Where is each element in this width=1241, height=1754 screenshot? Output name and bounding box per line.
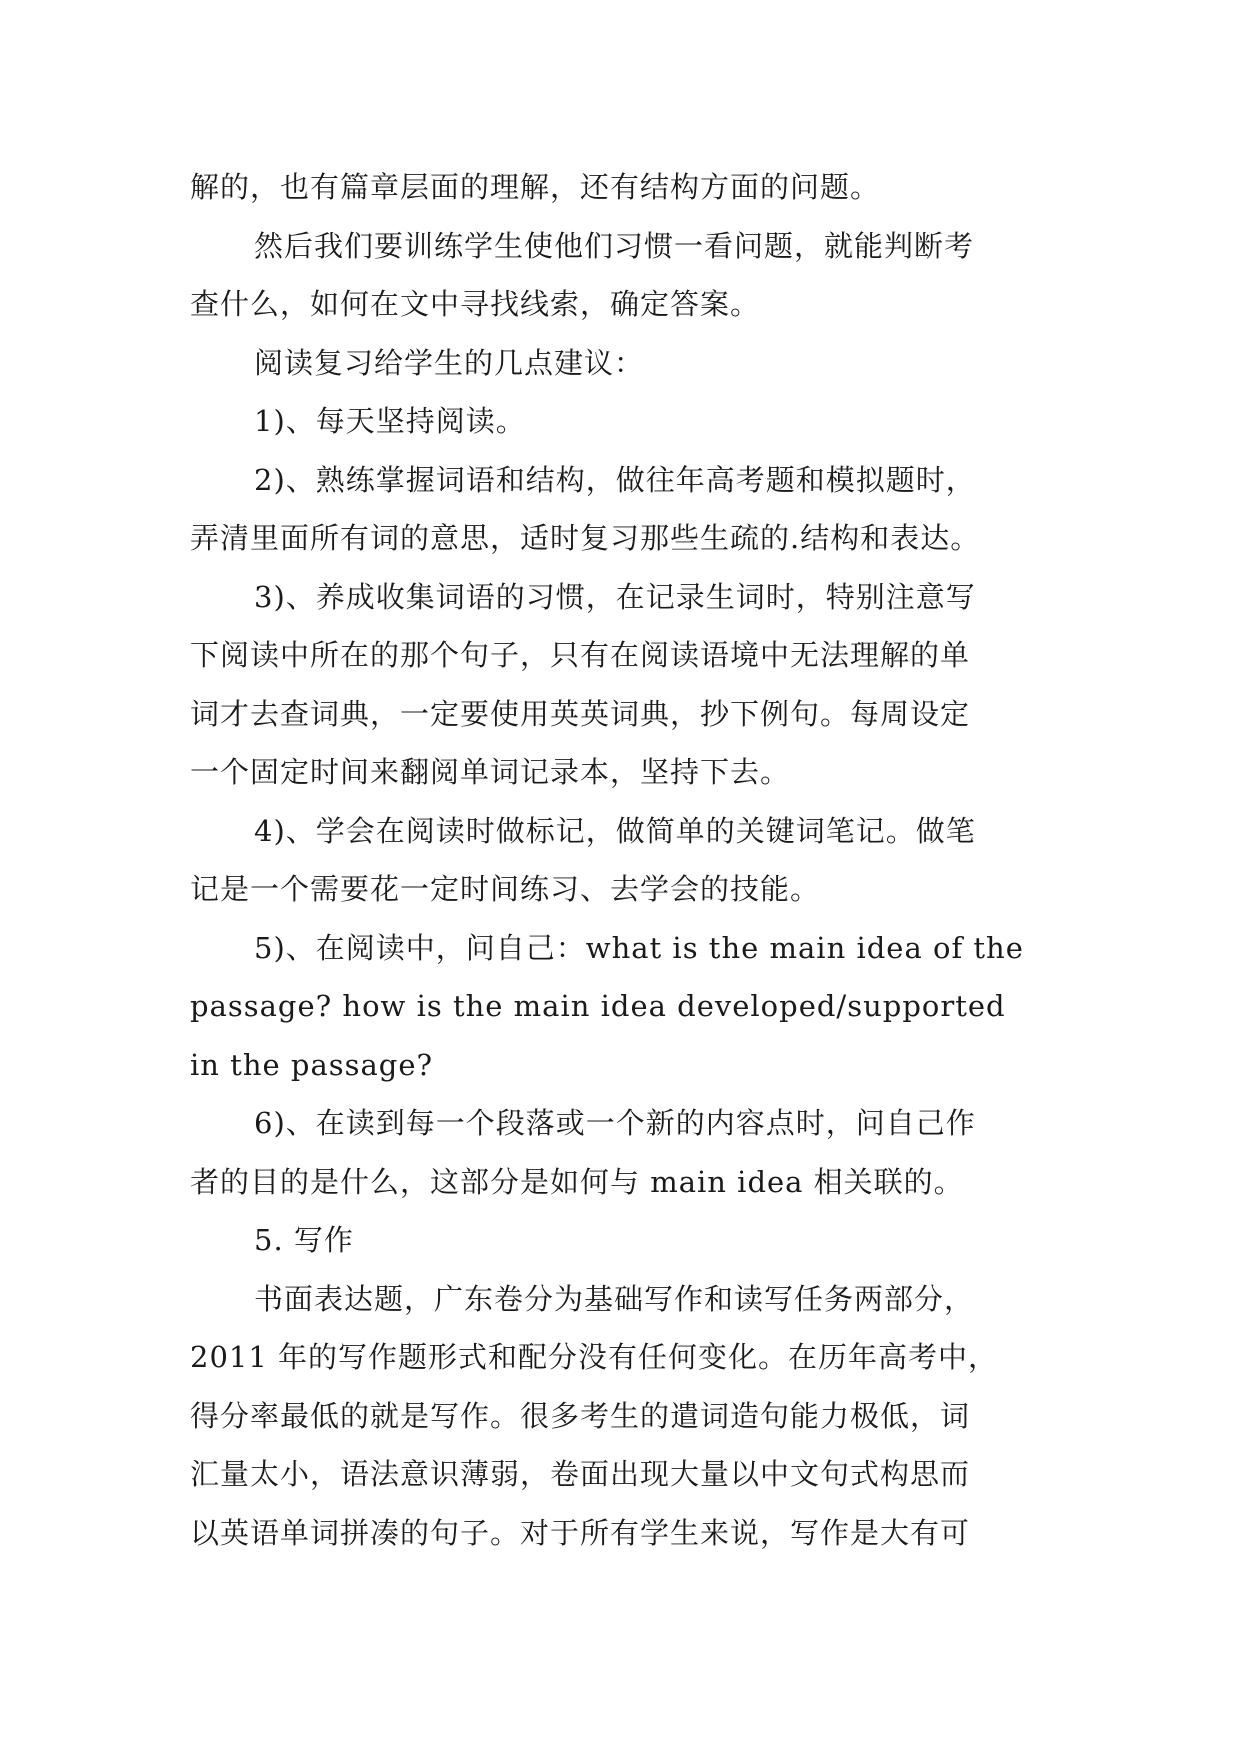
text-line: 查什么，如何在文中寻找线索，确定答案。: [190, 287, 761, 321]
text-line: 解的，也有篇章层面的理解，还有结构方面的问题。: [190, 170, 881, 204]
document-body: [190, 158, 1070, 1562]
text-line: 6)、在读到每一个段落或一个新的内容点时，问自己作: [254, 1106, 976, 1140]
text-line: 以英语单词拼凑的句子。对于所有学生来说，写作是大有可: [190, 1515, 971, 1550]
text-line: 词才去查词典，一定要使用英英词典，抄下例句。每周设定: [190, 696, 971, 731]
text-line: 2)、熟练掌握词语和结构，做往年高考题和模拟题时，: [254, 462, 976, 497]
text-line: 汇量太小，语法意识薄弱，卷面出现大量以中文句式构思而: [190, 1457, 971, 1491]
text-line: in the passage?: [190, 1047, 434, 1082]
text-line: 阅读复习给学生的几点建议：: [254, 345, 645, 380]
text-line: 2011 年的写作题形式和配分没有任何变化。在历年高考中，: [190, 1340, 999, 1374]
text-line: 3)、养成收集词语的习惯，在记录生词时，特别注意写: [254, 579, 976, 614]
text-line: 4)、学会在阅读时做标记，做简单的关键词笔记。做笔: [254, 813, 976, 848]
text-line: 一个固定时间来翻阅单词记录本，坚持下去。: [190, 755, 791, 789]
text-line: 书面表达题，广东卷分为基础写作和读写任务两部分，: [254, 1281, 975, 1316]
text-line: 得分率最低的就是写作。很多考生的遣词造句能力极低，词: [190, 1398, 971, 1433]
text-line: passage? how is the main idea developed/supported: [190, 989, 1006, 1023]
text-line: 1)、每天坚持阅读。: [254, 404, 526, 438]
text-line: 者的目的是什么，这部分是如何与 main idea 相关联的。: [190, 1164, 964, 1199]
text-line: 记是一个需要花一定时间练习、去学会的技能。: [190, 872, 821, 906]
text-line: 下阅读中所在的那个句子，只有在阅读语境中无法理解的单: [190, 638, 971, 672]
text-line: 弄清里面所有词的意思，适时复习那些生疏的.结构和表达。: [190, 521, 981, 555]
section-heading: 5. 写作: [254, 1223, 354, 1257]
text-line: 5)、在阅读中，问自己：what is the main idea of the: [254, 930, 1024, 965]
text-line: 然后我们要训练学生使他们习惯一看问题，就能判断考: [254, 228, 975, 263]
